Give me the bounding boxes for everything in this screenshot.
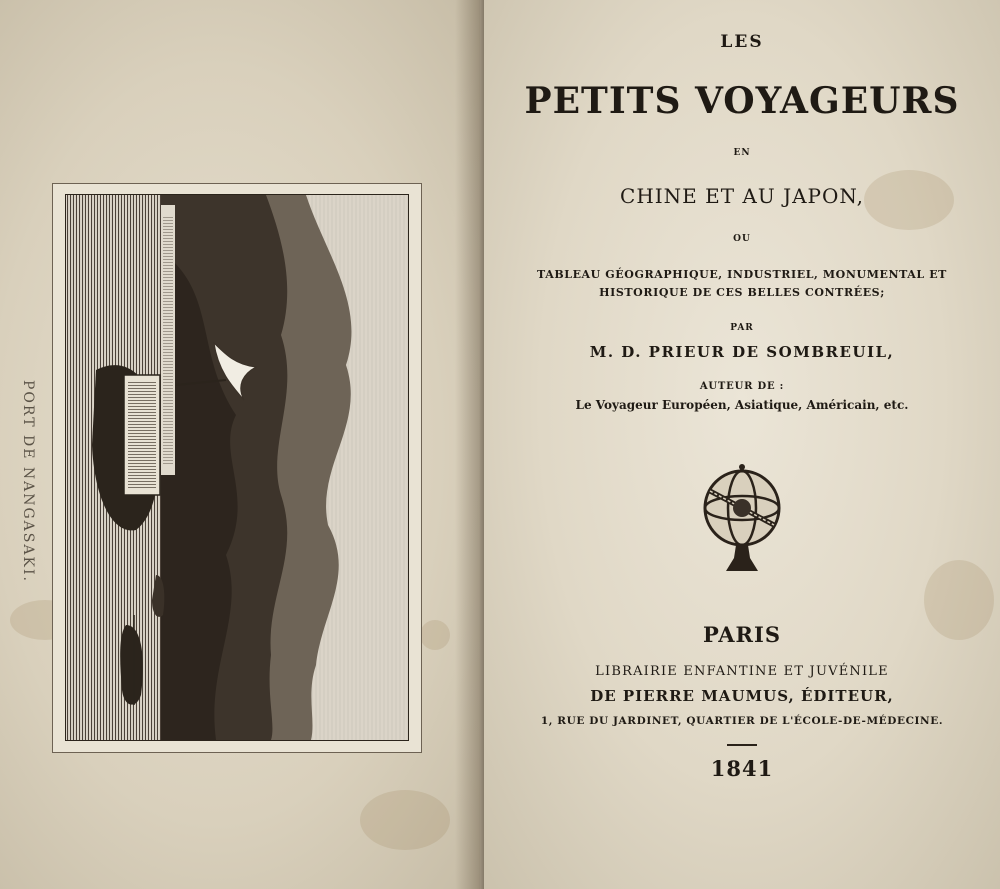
imprint-rule xyxy=(727,744,757,746)
imprint-year: 1841 xyxy=(710,756,774,781)
paper-stain xyxy=(360,790,450,850)
other-works: Le Voyageur Européen, Asiatique, Américain, etc. xyxy=(575,398,909,412)
left-page xyxy=(0,0,480,889)
title-par: PAR xyxy=(730,323,754,333)
description xyxy=(484,266,1000,302)
plate-caption: PORT DE NANGASAKI. xyxy=(20,380,36,583)
armillary-sphere-icon xyxy=(692,463,792,578)
title-en: EN xyxy=(733,148,751,158)
imprint-library: LIBRAIRIE ENFANTINE ET JUVÉNILE xyxy=(595,664,889,679)
title-page xyxy=(484,0,1000,889)
main-title: PETITS VOYAGEURS xyxy=(524,80,960,122)
auteur-de-label: AUTEUR DE : xyxy=(699,381,785,392)
title-ou: OU xyxy=(733,234,751,244)
subject-title: CHINE ET AU JAPON, xyxy=(620,184,864,208)
frontispiece-engraving xyxy=(65,194,409,741)
imprint-address: 1, RUE DU JARDINET, QUARTIER DE L'ÉCOLE-DE-MÉDECINE. xyxy=(540,715,944,727)
description-line-2: HISTORIQUE DE CES BELLES CONTRÉES; xyxy=(599,286,885,299)
frontispiece-frame xyxy=(52,183,422,753)
harbor-engraving-image xyxy=(66,195,408,740)
imprint-publisher: DE PIERRE MAUMUS, ÉDITEUR, xyxy=(590,687,894,705)
title-les: LES xyxy=(720,32,764,52)
description-line-1: TABLEAU GÉOGRAPHIQUE, INDUSTRIEL, MONUMENTAL ET xyxy=(537,268,947,281)
paper-stain xyxy=(420,620,450,650)
imprint-city: PARIS xyxy=(703,622,781,647)
author-name: M. D. PRIEUR DE SOMBREUIL, xyxy=(589,343,895,361)
